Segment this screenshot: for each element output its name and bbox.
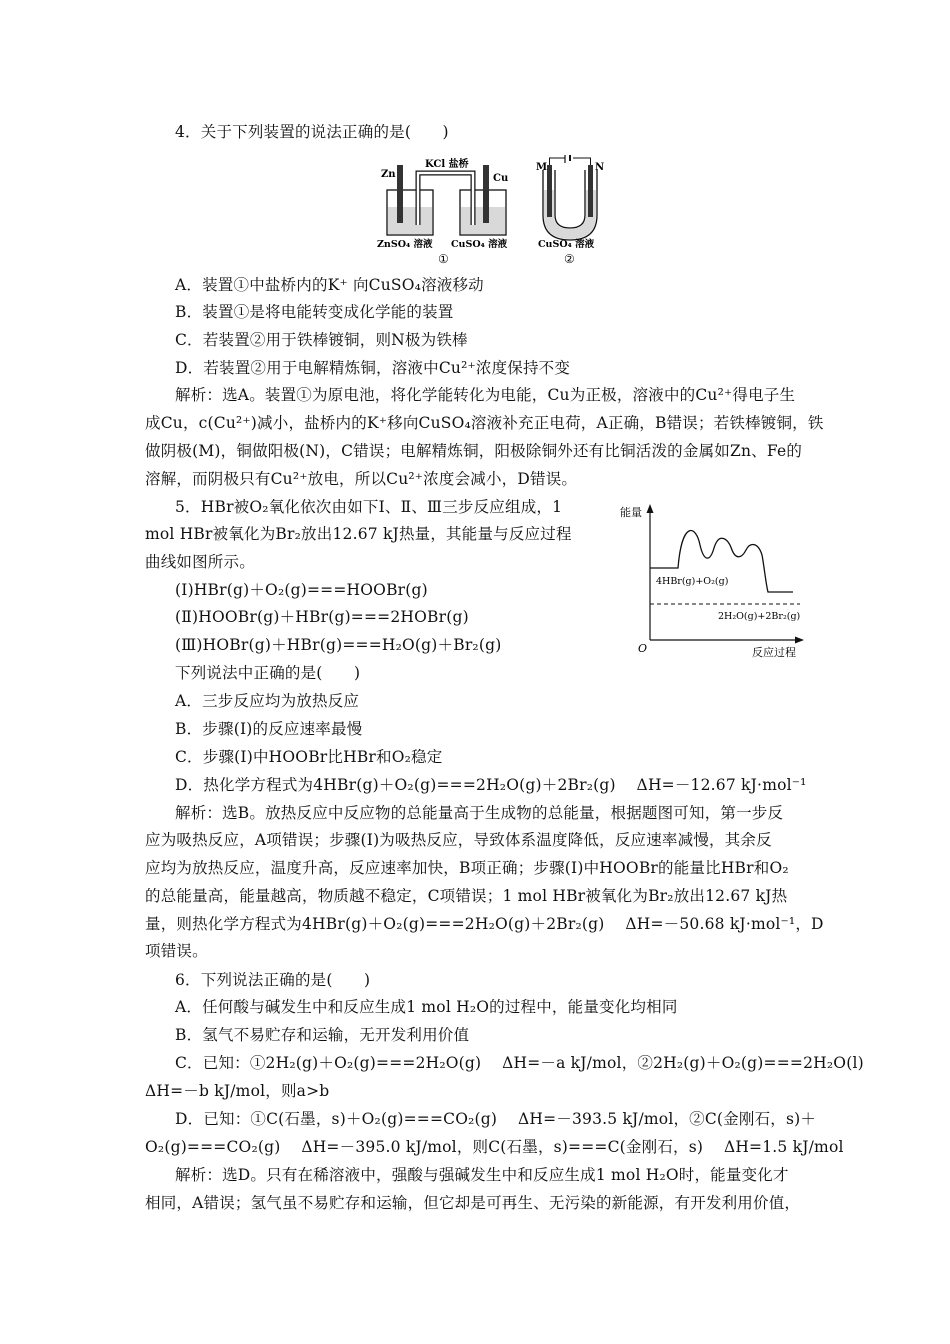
zn-label: Zn xyxy=(381,169,396,180)
q4-option-c: C．若装置②用于铁棒镀铜，则N极为铁棒 xyxy=(175,331,468,349)
salt-bridge-label: KCl 盐桥 xyxy=(425,159,469,170)
q5-stem-3: 曲线如图所示。 xyxy=(145,553,255,571)
q6-option-d-2: O₂(g)===CO₂(g) ΔH=－395.0 kJ/mol，则C(石墨，s)===C(金刚石，s) ΔH=1.5 kJ/mol xyxy=(145,1138,844,1156)
q4-option-d: D．若装置②用于电解精炼铜，溶液中Cu²⁺浓度保持不变 xyxy=(175,359,571,377)
q4-analysis-1: 解析：选A。装置①为原电池，将化学能转化为电能，Cu为正极，溶液中的Cu²⁺得电子生 xyxy=(175,386,796,404)
q5-step-2: (Ⅱ)HOOBr(g)＋HBr(g)===2HOBr(g) xyxy=(175,608,469,626)
q4-stem: 4．关于下列装置的说法正确的是( ) xyxy=(175,123,449,141)
q5-ask: 下列说法中正确的是( ) xyxy=(175,664,361,682)
q4-option-a: A．装置①中盐桥内的K⁺ 向CuSO₄溶液移动 xyxy=(175,276,484,294)
q5-analysis-3: 应均为放热反应，温度升高，反应速率加快，B项正确；步骤(Ⅰ)中HOOBr的能量比HBr和O₂ xyxy=(145,859,789,877)
product-label: 2H₂O(g)+2Br₂(g) xyxy=(718,611,801,622)
cuso4-label-1: CuSO₄ 溶液 xyxy=(451,239,508,250)
q6-stem: 6．下列说法正确的是( ) xyxy=(175,971,371,989)
cuso4-label-2: CuSO₄ 溶液 xyxy=(538,239,595,250)
q5-analysis-1: 解析：选B。放热反应中反应物的总能量高于生成物的总能量，根据题图可知，第一步反 xyxy=(175,804,784,822)
q5-step-1: (Ⅰ)HBr(g)＋O₂(g)===HOOBr(g) xyxy=(175,581,428,599)
q5-analysis-2: 应为吸热反应，A项错误；步骤(Ⅰ)为吸热反应，导致体系温度降低，反应速率减慢，其余反 xyxy=(145,831,772,849)
q6-option-a: A．任何酸与碱发生中和反应生成1 mol H₂O的过程中，能量变化均相同 xyxy=(175,998,678,1016)
q4-analysis-3: 做阴极(M)，铜做阳极(N)，C错误；电解精炼铜，阳极除铜外还有比铜活泼的金属如Zn、Fe的 xyxy=(145,442,803,460)
q5-analysis-4: 的总能量高，能量越高，物质越不稳定，C项错误；1 mol HBr被氧化为Br₂放出12.67 kJ热 xyxy=(145,887,788,905)
q4-analysis-4: 溶解，而阴极只有Cu²⁺放电，所以Cu²⁺浓度会减小，D错误。 xyxy=(145,470,578,488)
q5-option-a: A．三步反应均为放热反应 xyxy=(175,692,360,710)
q5-analysis-6: 项错误。 xyxy=(145,942,208,960)
origin-label: O xyxy=(638,642,648,655)
q6-option-c-1: C．已知：①2H₂(g)＋O₂(g)===2H₂O(g) ΔH=－a kJ/mol，②2H₂(g)＋O₂(g)===2H₂O(l) xyxy=(175,1054,864,1072)
cu-label: Cu xyxy=(493,173,509,184)
q6-analysis-1: 解析：选D。只有在稀溶液中，强酸与强碱发生中和反应生成1 mol H₂O时，能量变化才 xyxy=(175,1166,789,1184)
q5-analysis-5: 量，则热化学方程式为4HBr(g)＋O₂(g)===2H₂O(g)＋2Br₂(g) ΔH=－50.68 kJ·mol⁻¹，D xyxy=(145,915,824,933)
device-1-label: ① xyxy=(438,252,449,266)
q6-option-c-2: ΔH=－b kJ/mol，则a>b xyxy=(145,1082,330,1100)
x-axis-label: 反应过程 xyxy=(752,646,796,659)
device-2-label: ② xyxy=(564,252,575,266)
reactant-label: 4HBr(g)+O₂(g) xyxy=(656,576,729,587)
znso4-label: ZnSO₄ 溶液 xyxy=(377,239,433,250)
q6-option-b: B．氢气不易贮存和运输，无开发利用价值 xyxy=(175,1026,470,1044)
q4-analysis-2: 成Cu，c(Cu²⁺)减小，盐桥内的K⁺移向CuSO₄溶液补充正电荷，A正确，B错误；若铁棒镀铜，铁 xyxy=(145,414,824,432)
energy-profile-chart xyxy=(618,500,808,660)
n-label: N xyxy=(595,162,605,173)
q6-option-d-1: D．已知：①C(石墨，s)＋O₂(g)===CO₂(g) ΔH=－393.5 kJ/mol，②C(金刚石，s)＋ xyxy=(175,1110,817,1128)
q5-option-c: C．步骤(Ⅰ)中HOOBr比HBr和O₂稳定 xyxy=(175,748,443,766)
q5-step-3: (Ⅲ)HOBr(g)＋HBr(g)===H₂O(g)＋Br₂(g) xyxy=(175,636,502,654)
q5-stem-2: mol HBr被氧化为Br₂放出12.67 kJ热量，其能量与反应过程 xyxy=(145,525,572,543)
y-axis-label: 能量 xyxy=(620,506,642,519)
q6-analysis-2: 相同，A错误；氢气虽不易贮存和运输，但它却是可再生、无污染的新能源，有开发利用价值， xyxy=(145,1194,801,1212)
q4-apparatus-figure xyxy=(375,155,615,270)
q5-option-b: B．步骤(Ⅰ)的反应速率最慢 xyxy=(175,720,363,738)
q4-option-b: B．装置①是将电能转变成化学能的装置 xyxy=(175,303,454,321)
m-label: M xyxy=(536,162,548,173)
q5-option-d: D．热化学方程式为4HBr(g)＋O₂(g)===2H₂O(g)＋2Br₂(g) ΔH=－12.67 kJ·mol⁻¹ xyxy=(175,776,807,794)
q5-stem-1: 5．HBr被O₂氧化依次由如下Ⅰ、Ⅱ、Ⅲ三步反应组成，1 xyxy=(175,498,563,516)
